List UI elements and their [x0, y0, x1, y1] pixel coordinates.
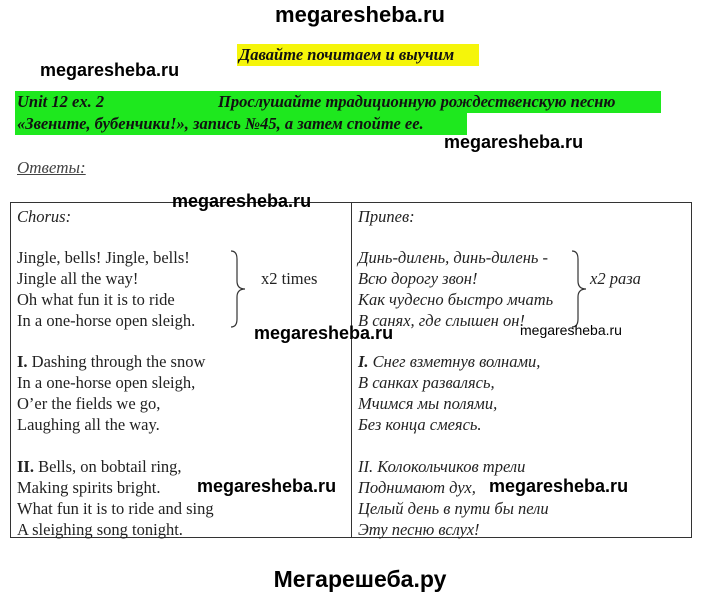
watermark-table-mid: megaresheba.ru: [254, 323, 394, 343]
watermark-table-small: megaresheba.ru: [520, 322, 622, 338]
en-verse1-number: I.: [17, 352, 28, 371]
en-repeat: x2 times: [261, 269, 318, 288]
en-verse1-line: Laughing all the way.: [17, 415, 160, 434]
ru-verse1-line: [358, 352, 540, 372]
en-chorus-line: Oh what fun it is to ride: [17, 290, 175, 309]
ru-verse2-line: II. Колокольчиков трели: [358, 457, 526, 476]
en-chorus-line: Jingle, bells! Jingle, bells!: [17, 248, 190, 267]
en-verse1-line: In a one-horse open sleigh,: [17, 373, 196, 392]
en-verse2-line: Making spirits bright.: [17, 478, 161, 497]
ru-verse2-line: Эту песню вслух!: [358, 520, 480, 539]
en-verse1-line: O’er the fields we go,: [17, 394, 161, 413]
en-verse1-line: [17, 352, 205, 372]
en-verse1-text: Dashing through the snow: [31, 352, 206, 371]
watermark-right-header: megaresheba.ru: [444, 132, 584, 152]
watermark-top: megaresheba.ru: [275, 2, 445, 27]
ru-verse2-line: Целый день в пути бы пели: [358, 499, 549, 518]
task-line1: Прослушайте традиционную рождественскую песню: [218, 92, 616, 111]
en-chorus-line: In a one-horse open sleigh.: [17, 311, 196, 330]
refrain-heading: Припев:: [358, 207, 415, 226]
watermark-left-header: megaresheba.ru: [40, 60, 180, 80]
ru-verse2-line: Поднимают дух,: [358, 478, 476, 497]
en-chorus-line: Jingle all the way!: [17, 269, 139, 288]
answers-label: Ответы:: [17, 158, 86, 177]
ru-verse1-line: Мчимся мы полями,: [358, 394, 498, 413]
ru-chorus-line: Как чудесно быстро мчать: [358, 290, 554, 309]
brace-icon: [229, 249, 251, 329]
en-verse2-line: [17, 457, 182, 477]
watermark-table-top: megaresheba.ru: [172, 191, 312, 211]
watermark-bottom: Мегарешеба.ру: [273, 566, 447, 592]
ru-verse1-line: В санках развалясь,: [358, 373, 495, 392]
en-verse2-line: A sleighing song tonight.: [17, 520, 183, 539]
ru-chorus-line: Всю дорогу звон!: [358, 269, 478, 288]
task-unit: Unit 12 ex. 2: [17, 92, 105, 111]
ru-verse1-text: Снег взметнув волнами,: [372, 352, 541, 371]
ru-verse1-line: Без конца смеясь.: [358, 415, 482, 434]
en-verse2-text: Bells, on bobtail ring,: [38, 457, 182, 476]
section-title: Давайте почитаем и выучим: [239, 45, 455, 64]
task-line2: «Звените, бубенчики!», запись №45, а затем спойте ее.: [17, 114, 424, 133]
watermark-table-bottom-right: megaresheba.ru: [489, 476, 629, 496]
ru-verse1-number: I.: [358, 352, 369, 371]
watermark-table-bottom-left: megaresheba.ru: [197, 476, 337, 496]
en-verse2-number: II.: [17, 457, 34, 476]
en-verse2-line: What fun it is to ride and sing: [17, 499, 214, 518]
ru-chorus-line: Динь-дилень, динь-дилень -: [358, 248, 549, 267]
chorus-heading: Chorus:: [17, 207, 72, 226]
ru-repeat: x2 раза: [590, 269, 641, 288]
ru-chorus-line: В санях, где слышен он!: [358, 311, 525, 330]
brace-icon: [570, 249, 592, 329]
